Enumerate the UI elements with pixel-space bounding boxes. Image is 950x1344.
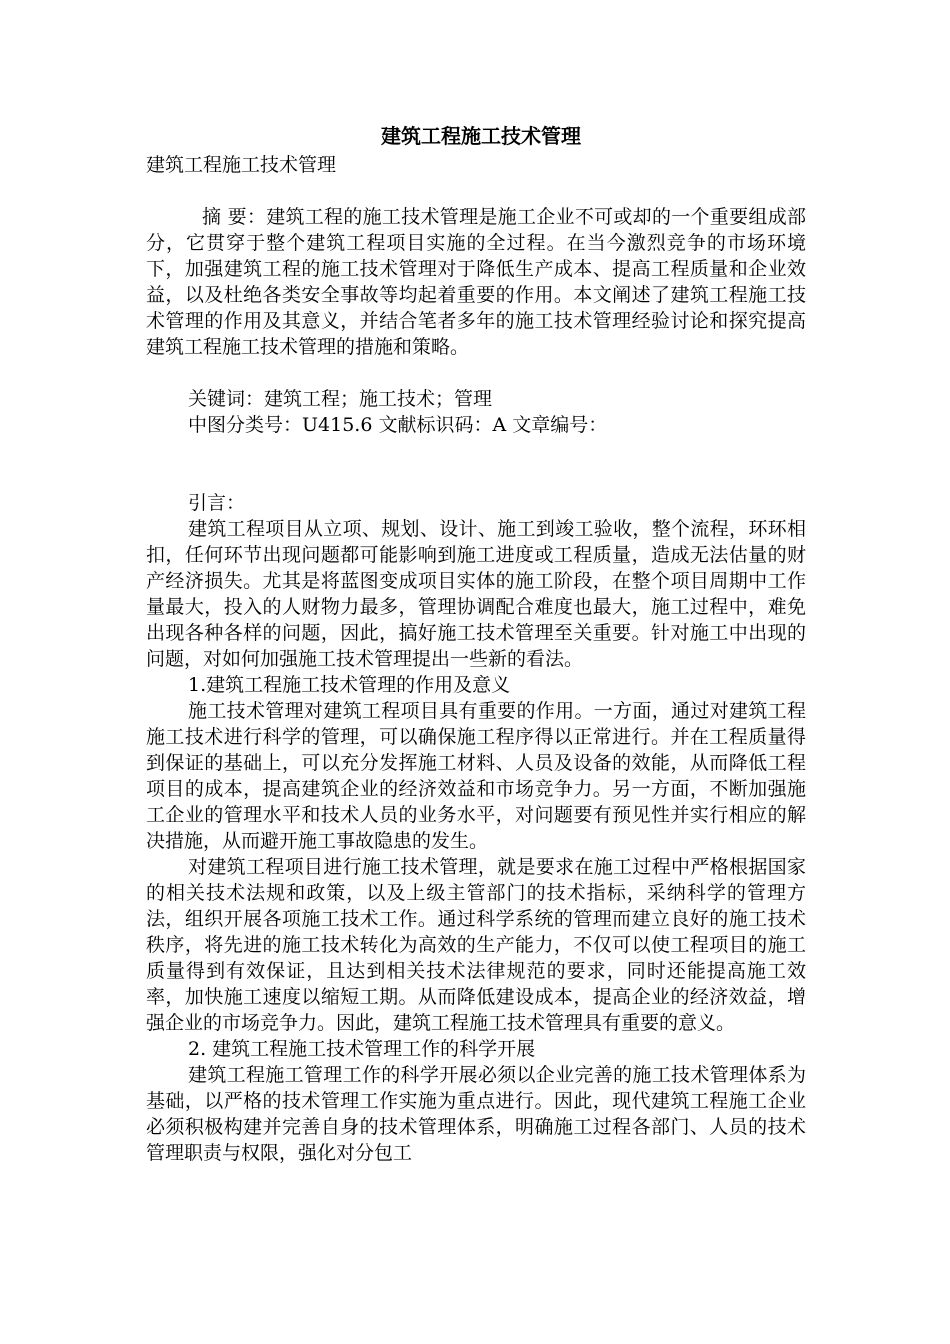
classification-line: 中图分类号：U415.6 文献标识码：A 文章编号：: [188, 414, 608, 436]
keywords-line: 关键词：建筑工程；施工技术；管理: [188, 388, 493, 410]
abstract-paragraph: 摘 要：建筑工程的施工技术管理是施工企业不可或却的一个重要组成部分，它贯穿于整个建筑工程项目实施的全过程。在当今激烈竞争的市场环境下，加强建筑工程的施工技术管理对于降低生产成本、提高工程质量和企业效益，以及杜绝各类安全事故等均起着重要的作用。本文阐述了建筑工程施工技术管理的作用及其意义，并结合笔者多年的施工技术管理经验讨论和探究提高建筑工程施工技术管理的措施和策略。: [146, 206, 806, 358]
section-1-heading: 1.建筑工程施工技术管理的作用及意义: [188, 674, 511, 696]
document-title: 建筑工程施工技术管理: [381, 124, 581, 148]
section-2-heading: 2. 建筑工程施工技术管理工作的科学开展: [188, 1038, 536, 1060]
document-page: [146, 122, 806, 1166]
intro-paragraph: 建筑工程项目从立项、规划、设计、施工到竣工验收，整个流程，环环相扣，任何环节出现问题都可能影响到施工进度或工程质量，造成无法估量的财产经济损失。尤其是将蓝图变成项目实体的施工阶段，在整个项目周期中工作量最大，投入的人财物力最多，管理协调配合难度也最大，施工过程中，难免出现各种各样的问题，因此，搞好施工技术管理至关重要。针对施工中出现的问题，对如何加强施工技术管理提出一些新的看法。: [146, 518, 806, 670]
intro-heading: 引言：: [188, 492, 246, 514]
section-1-paragraph-1: 施工技术管理对建筑工程项目具有重要的作用。一方面，通过对建筑工程施工技术进行科学的管理，可以确保施工程序得以正常进行。并在工程质量得到保证的基础上，可以充分发挥施工材料、人员及设备的效能，从而降低工程项目的成本，提高建筑企业的经济效益和市场竞争力。另一方面，不断加强施工企业的管理水平和技术人员的业务水平，对问题要有预见性并实行相应的解决措施，从而避开施工事故隐患的发生。: [146, 700, 806, 852]
section-1-paragraph-2: 对建筑工程项目进行施工技术管理，就是要求在施工过程中严格根据国家的相关技术法规和政策，以及上级主管部门的技术指标，采纳科学的管理方法，组织开展各项施工技术工作。通过科学系统的管理而建立良好的施工技术秩序，将先进的施工技术转化为高效的生产能力，不仅可以使工程项目的施工质量得到有效保证，且达到相关技术法律规范的要求，同时还能提高施工效率，加快施工速度以缩短工期。从而降低建设成本，提高企业的经济效益，增强企业的市场竞争力。因此，建筑工程施工技术管理具有重要的意义。: [146, 856, 806, 1034]
spacer: [146, 178, 806, 204]
document-subtitle: 建筑工程施工技术管理: [146, 154, 337, 176]
spacer: [146, 438, 806, 490]
spacer: [146, 360, 806, 386]
section-2-paragraph-1: 建筑工程施工管理工作的科学开展必须以企业完善的施工技术管理体系为基础，以严格的技术管理工作实施为重点进行。因此，现代建筑工程施工企业必须积极构建并完善自身的技术管理体系，明确施工过程各部门、人员的技术管理职责与权限，强化对分包工: [146, 1064, 806, 1164]
